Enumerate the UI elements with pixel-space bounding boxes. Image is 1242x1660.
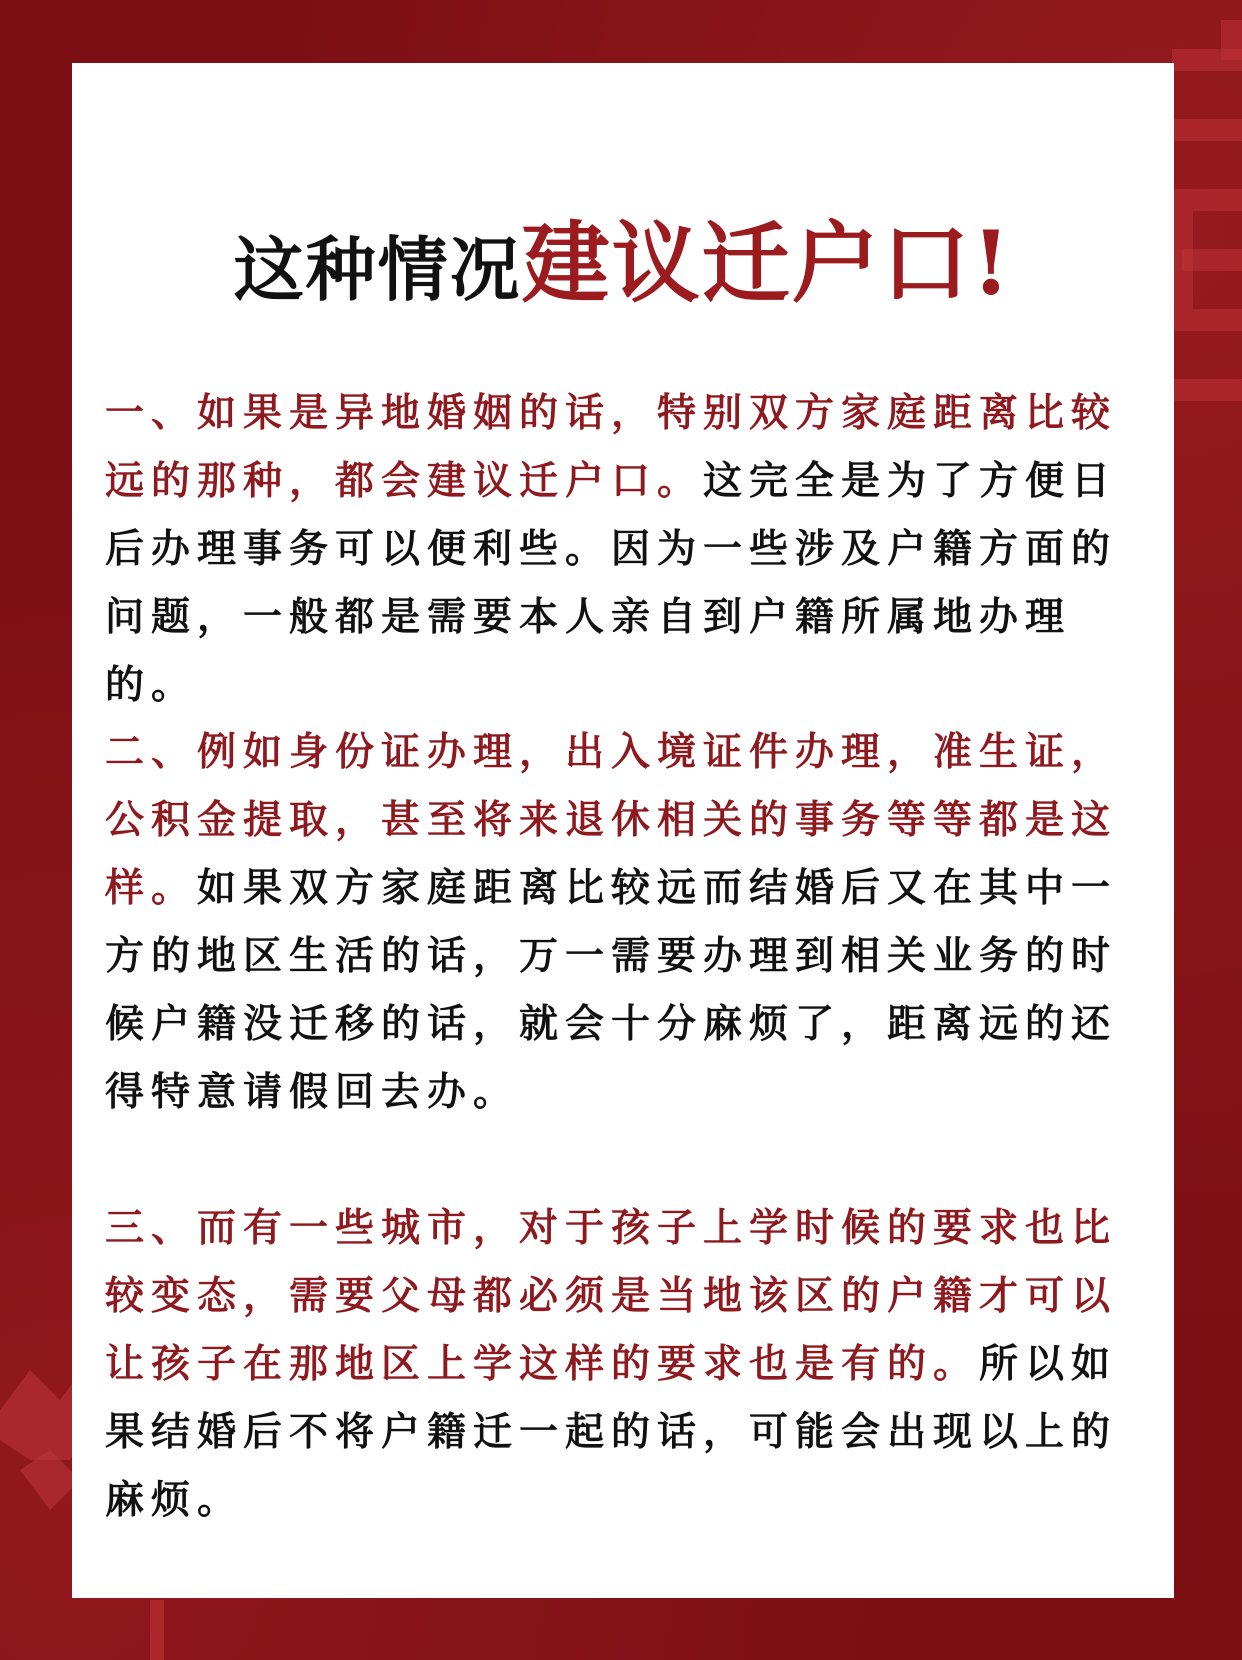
paragraph-2-body: 如果双方家庭距离比较远而结婚后又在其中一方的地区生活的话，万一需要办理到相关业务的时候户籍没迁移的话，就会十分麻烦了，距离远的还得特意请假回去办。 (105, 865, 1118, 1115)
paragraph-3 (105, 1194, 1135, 1534)
title-red-part: 建议迁户口! (521, 211, 1013, 315)
paragraph-1 (105, 379, 1135, 719)
title-black-part: 这种情况 (233, 228, 522, 311)
page-title (72, 213, 1174, 320)
paragraph-3-highlight: 三、而有一些城市，对于孩子上学时候的要求也比较变态，需要父母都必须是当地该区的户籍才可以让孩子在那地区上学这样的要求也是有的。 (105, 1205, 1118, 1387)
paragraph-1-body: 这完全是为了方便日后办理事务可以便利些。因为一些涉及户籍方面的问题，一般都是需要本人亲自到户籍所属地办理的。 (105, 458, 1118, 708)
content-card (72, 63, 1174, 1598)
paragraph-2 (105, 718, 1135, 1126)
paragraph-2-highlight: 二、例如身份证办理，出入境证件办理，准生证，公积金提取，甚至将来退休相关的事务等等都是这样。 (105, 729, 1118, 911)
paragraph-3-body: 所以如果结婚后不将户籍迁一起的话，可能会出现以上的麻烦。 (105, 1341, 1118, 1523)
paragraph-1-highlight: 一、如果是异地婚姻的话，特别双方家庭距离比较远的那种，都会建议迁户口。 (105, 390, 1118, 504)
decorative-stem (150, 1600, 164, 1660)
